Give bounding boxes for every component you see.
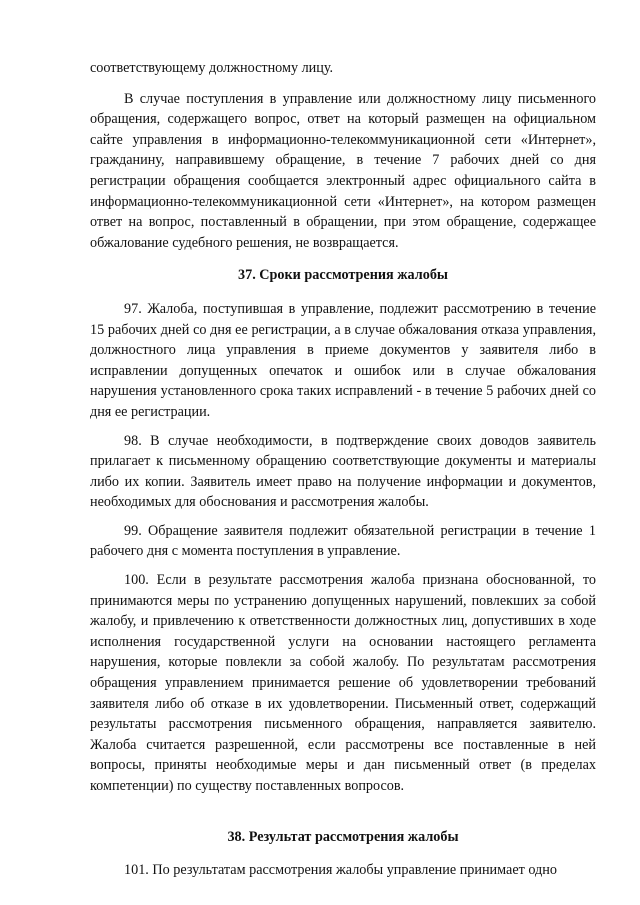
paragraph-97: 97. Жалоба, поступившая в управление, подлежит рассмотрению в течение 15 рабочих дней со дня ее регистрации, а в случае обжалования отказа управления, должностного лица управления в приеме документов у заявителя либо в исправлении допущенных опечаток и ошибок или в случае обжалования нарушения установленного срока таких исправлений - в течение 5 рабочих дней со дня ее регистрации. [90, 300, 596, 420]
paragraph-continuation: соответствующему должностному лицу. [90, 60, 334, 76]
section-heading-37: 37. Сроки рассмотрения жалобы [238, 267, 448, 284]
section-heading-38: 38. Результат рассмотрения жалобы [227, 828, 459, 845]
paragraph-98: 98. В случае необходимости, в подтверждение своих доводов заявитель прилагает к письменному обращению соответствующие документы и материалы либо их копии. Заявитель имеет право на получение информации и документов, необходимых для обоснования и рассмотрения жалобы. [90, 432, 596, 511]
paragraph-99: 99. Обращение заявителя подлежит обязательной регистрации в течение 1 рабочего дня с момента поступления в управление. [90, 522, 596, 560]
paragraph-100: 100. Если в результате рассмотрения жалоба признана обоснованной, то принимаются меры по устранению допущенных нарушений, повлекших за собой жалобу, и привлечению к ответственности должностных лиц, допустивших в ходе исполнения государственной услуги на основании настоящего регламента нарушения, которые повлекли за собой жалобу. По результатам рассмотрения обращения управлением принимается решение об удовлетворении требований заявителя либо об отказе в их удовлетворении. Письменный ответ, содержащий результаты рассмотрения письменного обращения, направляется заявителю. Жалоба считается разрешенной, если рассмотрены все поставленные в ней вопросы, приняты необходимые меры и дан письменный ответ (в пределах компетенции) по существу поставленных вопросов. [90, 572, 596, 794]
paragraph-101: 101. По результатам рассмотрения жалобы управление принимает одно [124, 862, 557, 879]
paragraph-internet-answer: В случае поступления в управление или должностному лицу письменного обращения, содержащего вопрос, ответ на который размещен на официальном сайте управления в информационно-телекоммуникационной сети «Интернет», гражданину, направившему обращение, в течение 7 рабочих дней со дня регистрации обращения сообщается электронный адрес официального сайта в информационно-телекоммуникационной сети «Интернет», на котором размещен ответ на вопрос, поставленный в обращении, при этом обращение, содержащее обжалование судебного решения, не возвращается. [90, 90, 596, 251]
